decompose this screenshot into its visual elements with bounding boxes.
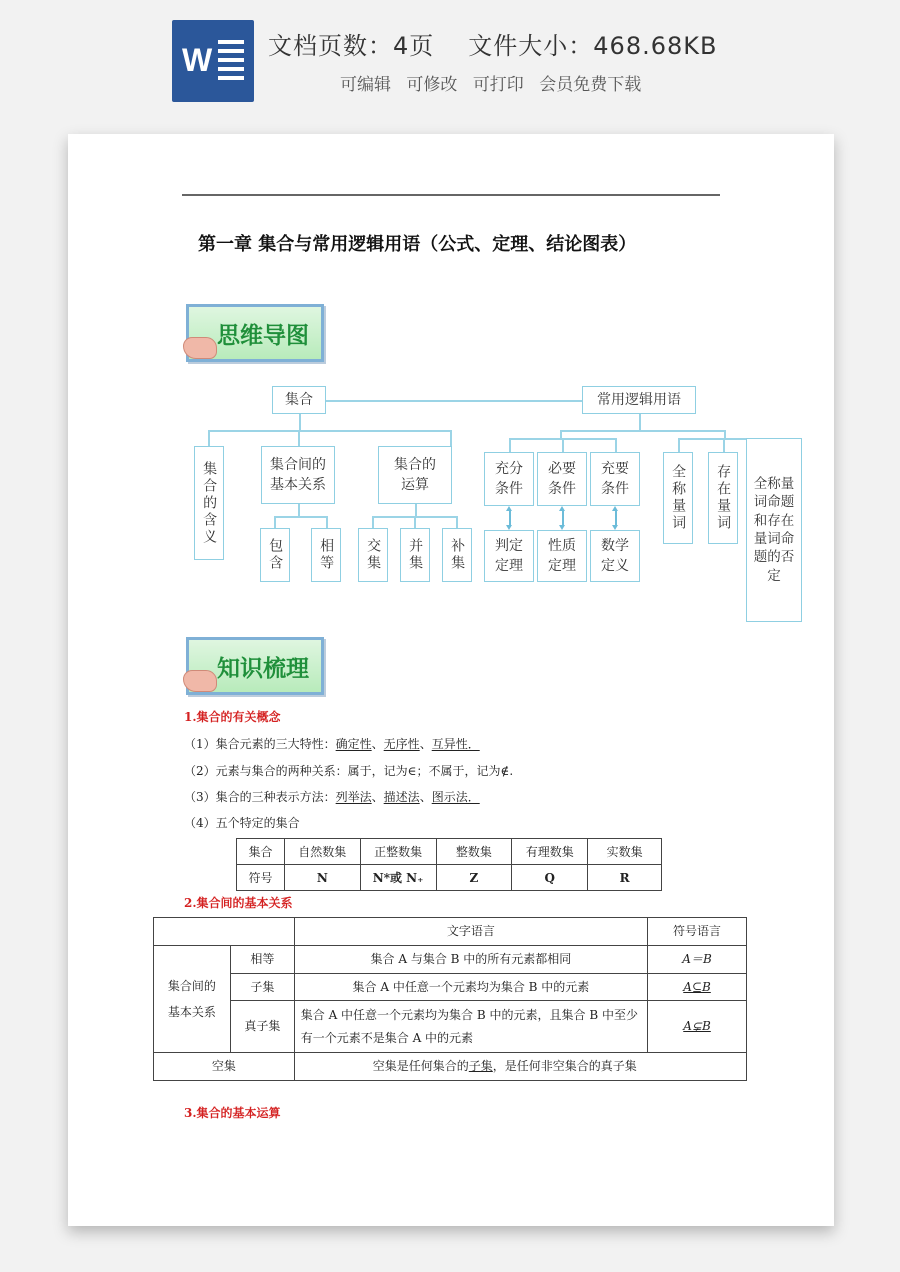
set-relation-table xyxy=(153,917,747,1081)
node-negation: 全称量词命题和存在量词命题的否定 xyxy=(746,438,802,622)
paragraph-properties: （1）集合元素的三大特性：确定性、无序性、互异性． xyxy=(184,737,480,751)
table-row: 真子集 集合 A 中任意一个元素均为集合 B 中的元素，且集合 B 中至少有一个元素不是集合 A 中的元素 A⊊B xyxy=(154,1001,747,1053)
special-sets-table xyxy=(236,838,662,891)
double-arrow-icon xyxy=(615,510,617,526)
node-intersect: 交集 xyxy=(358,528,388,582)
mindmap-badge: 思维导图 xyxy=(186,304,324,362)
node-math-def: 数学定义 xyxy=(590,530,640,582)
paragraph-representation: （3）集合的三种表示方法：列举法、描述法、图示法． xyxy=(184,790,480,804)
node-existential: 存在量词 xyxy=(708,452,738,544)
download-banner xyxy=(0,0,900,120)
pointing-hand-icon xyxy=(183,337,217,359)
node-set-meaning: 集合的含义 xyxy=(194,446,224,560)
table-row: 集合间的基本关系 相等 集合 A 与集合 B 中的所有元素都相同 A＝B xyxy=(154,945,747,973)
section-heading-2: 2.集合间的基本关系 xyxy=(184,896,293,910)
table-row: 子集 集合 A 中任意一个元素均为集合 B 中的元素 A⊆B xyxy=(154,973,747,1001)
node-necessary: 必要条件 xyxy=(537,452,587,506)
node-logic: 常用逻辑用语 xyxy=(582,386,696,414)
node-property: 性质定理 xyxy=(537,530,587,582)
section-heading-1: 1.集合的有关概念 xyxy=(184,710,281,724)
node-judge: 判定定理 xyxy=(484,530,534,582)
document-page xyxy=(68,134,834,1226)
node-sufficient: 充分条件 xyxy=(484,452,534,506)
double-arrow-icon xyxy=(562,510,564,526)
page-count: 文档页数：4页 xyxy=(268,32,435,60)
knowledge-badge: 知识梳理 xyxy=(186,637,324,695)
node-suff-nec: 充要条件 xyxy=(590,452,640,506)
header-rule xyxy=(182,194,720,196)
paragraph-relations: （2）元素与集合的两种关系：属于，记为∈；不属于，记为∉. xyxy=(184,764,514,778)
pointing-hand-icon xyxy=(183,670,217,692)
node-equal: 相等 xyxy=(311,528,341,582)
table-row: 集合 自然数集 正整数集 整数集 有理数集 实数集 xyxy=(237,839,662,865)
node-contain: 包含 xyxy=(260,528,290,582)
paragraph-special-sets: （4）五个特定的集合 xyxy=(184,816,300,830)
table-row: 文字语言 符号语言 xyxy=(154,918,747,946)
node-complement: 补集 xyxy=(442,528,472,582)
banner-title xyxy=(268,26,717,61)
node-sets: 集合 xyxy=(272,386,326,414)
chapter-title: 第一章 集合与常用逻辑用语（公式、定理、结论图表） xyxy=(198,234,637,255)
node-union: 并集 xyxy=(400,528,430,582)
table-row: 空集 空集是任何集合的子集，是任何非空集合的真子集 xyxy=(154,1053,747,1081)
file-size: 文件大小：468.68KB xyxy=(468,32,718,60)
node-universal: 全称量词 xyxy=(663,452,693,544)
feature-member-download[interactable]: 会员免费下载 xyxy=(539,75,642,95)
node-set-operation: 集合的运算 xyxy=(378,446,452,504)
node-set-relation: 集合间的基本关系 xyxy=(261,446,335,504)
table-row: 符号 N N*或 N₊ Z Q R xyxy=(237,865,662,891)
feature-editable: 可编辑 xyxy=(340,75,391,95)
banner-features xyxy=(340,70,651,95)
feature-modifiable: 可修改 xyxy=(406,75,458,95)
feature-printable: 可打印 xyxy=(472,75,524,95)
section-heading-3: 3.集合的基本运算 xyxy=(184,1106,281,1120)
word-doc-icon: W xyxy=(172,20,254,102)
double-arrow-icon xyxy=(509,510,511,526)
